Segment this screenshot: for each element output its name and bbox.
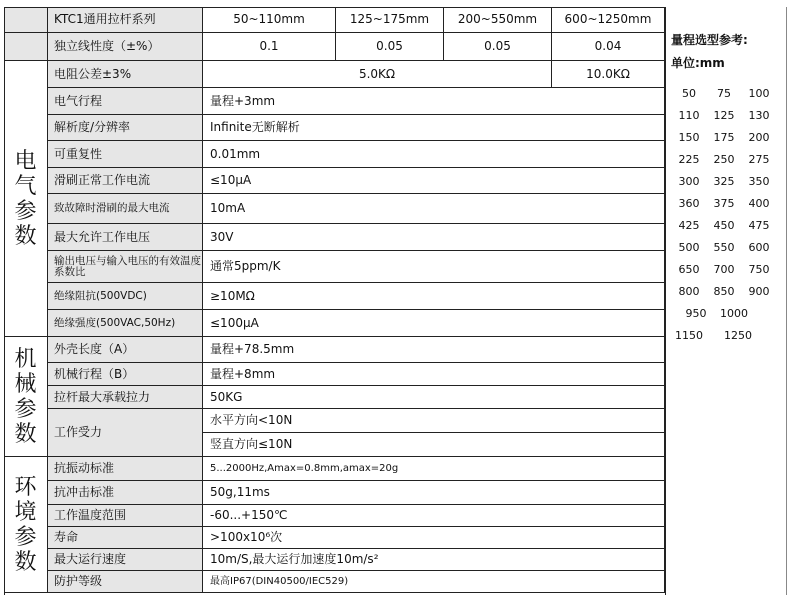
tolerance-value-low: 5.0KΩ (203, 61, 552, 88)
param-value: -60...+150℃ (203, 505, 665, 527)
param-value: ≤10μA (203, 168, 665, 194)
guide-value: 950 (685, 307, 707, 320)
guide-value: 475 (748, 219, 770, 232)
guide-value: 350 (748, 175, 770, 188)
guide-value: 600 (748, 241, 770, 254)
guide-value: 75 (717, 87, 731, 100)
param-value: 通常5ppm/K (203, 251, 665, 283)
param-label: 抗振动标准 (48, 457, 203, 481)
guide-value: 375 (713, 197, 735, 210)
category-mechanical: 机械参数 (4, 337, 48, 457)
guide-value: 425 (678, 219, 700, 232)
param-value: 量程+78.5mm (203, 337, 665, 363)
range-header: 125~175mm (336, 7, 444, 33)
guide-value: 400 (748, 197, 770, 210)
guide-value: 300 (678, 175, 700, 188)
linearity-label: 独立线性度（±%） (48, 33, 203, 61)
series-title: KTC1通用拉杆系列 (48, 7, 203, 33)
guide-value: 550 (713, 241, 735, 254)
param-value: 50g,11ms (203, 481, 665, 505)
guide-value: 225 (678, 153, 700, 166)
guide-value: 850 (713, 285, 735, 298)
param-label: 工作受力 (48, 409, 203, 457)
guide-value: 700 (713, 263, 735, 276)
guide-value: 360 (678, 197, 700, 210)
guide-value: 250 (713, 153, 735, 166)
guide-value: 50 (682, 87, 696, 100)
linearity-value: 0.04 (552, 33, 665, 61)
spec-table (4, 7, 665, 595)
param-value: ≥10MΩ (203, 283, 665, 310)
param-label: 最大允许工作电压 (48, 224, 203, 251)
guide-value: 200 (748, 131, 770, 144)
param-label: 抗冲击标准 (48, 481, 203, 505)
tolerance-value-high: 10.0KΩ (552, 61, 665, 88)
guide-unit: 单位:mm (671, 56, 725, 70)
range-header: 50~110mm (203, 7, 336, 33)
guide-value: 1250 (724, 329, 752, 342)
guide-value: 800 (678, 285, 700, 298)
param-label: 防护等级 (48, 571, 203, 593)
guide-value: 175 (713, 131, 735, 144)
param-value: 30V (203, 224, 665, 251)
param-label: 最大运行速度 (48, 549, 203, 571)
param-value: 最高IP67(DIN40500/IEC529) (203, 571, 665, 593)
guide-value: 450 (713, 219, 735, 232)
guide-title: 量程选型参考: (671, 33, 748, 47)
guide-value: 100 (748, 87, 770, 100)
param-label: 致故障时滑刷的最大电流 (48, 194, 203, 224)
param-label: 外壳长度（A） (48, 337, 203, 363)
param-value: ≤100μA (203, 310, 665, 337)
linearity-value: 0.05 (336, 33, 444, 61)
range-header: 600~1250mm (552, 7, 665, 33)
category-electrical: 电气参数 (4, 61, 48, 337)
linearity-value: 0.05 (444, 33, 552, 61)
param-label: 可重复性 (48, 141, 203, 168)
guide-value: 1150 (675, 329, 703, 342)
row-spacer (4, 33, 48, 61)
param-value: Infinite无断解析 (203, 115, 665, 141)
header-corner (4, 7, 48, 33)
param-value: 量程+8mm (203, 363, 665, 386)
guide-value: 750 (748, 263, 770, 276)
param-label: 拉杆最大承载拉力 (48, 386, 203, 409)
range-header: 200~550mm (444, 7, 552, 33)
range-guide (665, 7, 787, 595)
param-value: 5...2000Hz,Amax=0.8mm,amax=20g (203, 457, 665, 481)
param-label: 绝缘强度(500VAC,50Hz) (48, 310, 203, 337)
guide-value: 125 (713, 109, 735, 122)
param-label: 滑刷正常工作电流 (48, 168, 203, 194)
guide-value: 325 (713, 175, 735, 188)
param-value: 竖直方向≤10N (203, 433, 665, 457)
tolerance-label: 电阻公差±3% (48, 61, 203, 88)
param-value: >100x10⁶次 (203, 527, 665, 549)
guide-value: 650 (678, 263, 700, 276)
param-label: 工作温度范围 (48, 505, 203, 527)
param-label: 寿命 (48, 527, 203, 549)
param-value: 量程+3mm (203, 88, 665, 115)
guide-value: 130 (748, 109, 770, 122)
param-label: 电气行程 (48, 88, 203, 115)
param-value: 水平方向<10N (203, 409, 665, 433)
param-value: 10m/S,最大运行加速度10m/s² (203, 549, 665, 571)
guide-value: 500 (678, 241, 700, 254)
param-value: 0.01mm (203, 141, 665, 168)
guide-value: 1000 (720, 307, 748, 320)
guide-value: 110 (678, 109, 700, 122)
linearity-value: 0.1 (203, 33, 336, 61)
guide-value: 900 (748, 285, 770, 298)
category-environmental: 环境参数 (4, 457, 48, 593)
param-label: 输出电压与输入电压的有效温度系数比 (48, 251, 203, 283)
param-label: 机械行程（B） (48, 363, 203, 386)
guide-value: 275 (748, 153, 770, 166)
param-value: 50KG (203, 386, 665, 409)
param-label: 绝缘阻抗(500VDC) (48, 283, 203, 310)
param-label: 解析度/分辨率 (48, 115, 203, 141)
param-value: 10mA (203, 194, 665, 224)
guide-value: 150 (678, 131, 700, 144)
